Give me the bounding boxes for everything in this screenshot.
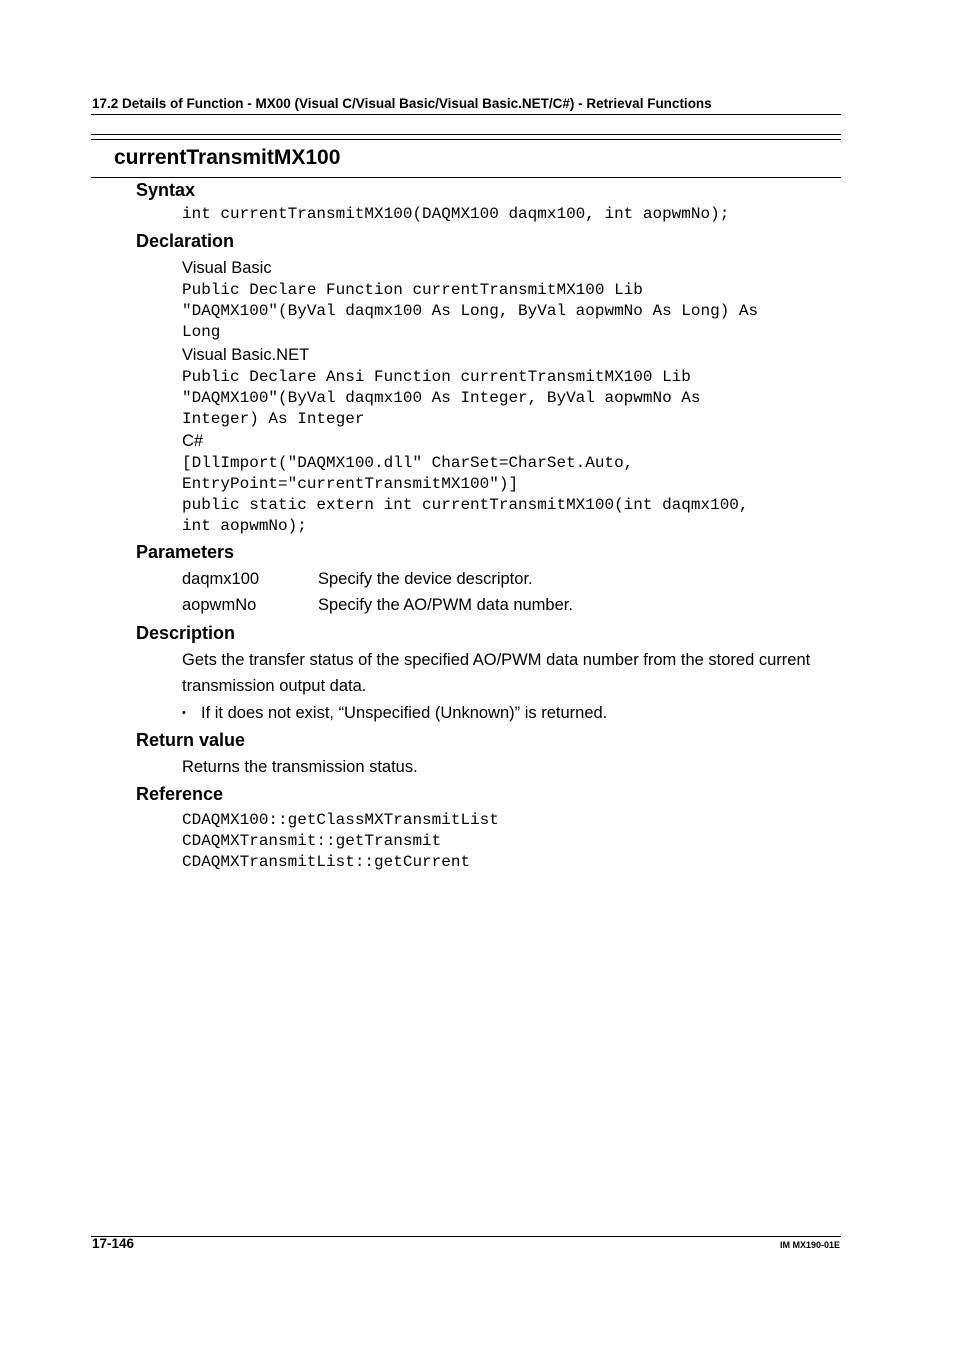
running-header: 17.2 Details of Function - MX00 (Visual C/Visual Basic/Visual Basic.NET/C#) - Retrieval Functions (92, 96, 712, 111)
description-bullet (182, 700, 826, 726)
reference-heading: Reference (136, 784, 224, 804)
parameter-list (182, 566, 826, 618)
description-heading: Description (136, 623, 236, 643)
vb-code: Public Declare Function currentTransmitMX100 Lib "DAQMX100"(ByVal daqmx100 As Long, ByVal aopwmNo As Long) As Long (182, 281, 759, 341)
parameter-description: Specify the AO/PWM data number. (318, 596, 573, 614)
document-id: IM MX190-01E (779, 1240, 840, 1250)
title-top-rule-2 (91, 139, 841, 140)
header-rule (91, 114, 841, 115)
description-text: Gets the transfer status of the specified AO/PWM data number from the stored current transmission output data. (182, 651, 811, 695)
parameter-name: daqmx100 (182, 570, 260, 588)
bullet-icon: • (182, 707, 186, 719)
syntax-code: int currentTransmitMX100(DAQMX100 daqmx100, int aopwmNo); (182, 205, 730, 223)
reference-code: CDAQMX100::getClassMXTransmitList CDAQMXTransmit::getTransmit CDAQMXTransmitList::getCurrent (182, 811, 499, 871)
syntax-heading: Syntax (136, 180, 196, 200)
parameter-row (182, 592, 826, 618)
return-value-text: Returns the transmission status. (182, 758, 418, 776)
cs-code: [DllImport("DAQMX100.dll" CharSet=CharSet.Auto, EntryPoint="currentTransmitMX100")] public static extern int currentTransmitMX100(int daqmx100, int aopwmNo); (182, 454, 749, 535)
title-top-rule (91, 134, 841, 135)
function-content (136, 178, 826, 873)
parameter-description: Specify the device descriptor. (318, 570, 533, 588)
parameters-heading: Parameters (136, 542, 235, 562)
footer-rule (91, 1236, 841, 1237)
return-value-heading: Return value (136, 730, 246, 750)
vbnet-label: Visual Basic.NET (182, 346, 310, 364)
function-title: currentTransmitMX100 (114, 146, 341, 169)
vbnet-code: Public Declare Ansi Function currentTransmitMX100 Lib "DAQMX100"(ByVal daqmx100 As Integer, ByVal aopwmNo As Integer) As Integer (182, 368, 701, 428)
page-number: 17-146 (92, 1236, 135, 1251)
cs-label: C# (182, 432, 204, 450)
parameter-row (182, 566, 826, 592)
parameter-name: aopwmNo (182, 596, 257, 614)
vb-label: Visual Basic (182, 259, 272, 277)
declaration-heading: Declaration (136, 231, 235, 251)
bullet-text: If it does not exist, “Unspecified (Unknown)” is returned. (201, 704, 608, 722)
